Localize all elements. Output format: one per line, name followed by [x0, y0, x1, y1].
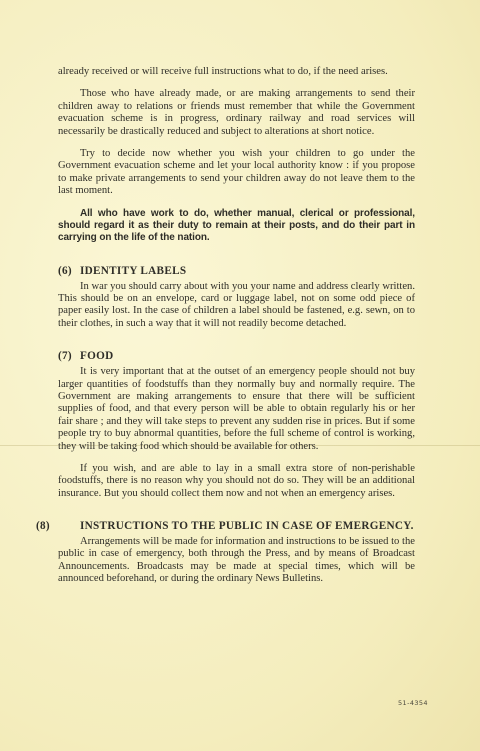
section-paragraph: It is very important that at the outset of an emergency people should not buy larger quantities of foodstuffs than they normally buy and normally require. The Government are making arrangements to ensure that there will be sufficient supplies of food, and that every person will be able to obtain regularly his or her fair share ; and they will take steps to prevent any sudden rise in prices. But if some people try to buy abnormal quantities, before the full scheme of control is working, they will be taking food which should be available for others. [58, 366, 415, 452]
section-number: (8) [36, 520, 50, 533]
section-food [58, 350, 415, 500]
intro-paragraph-3: Try to decide now whether you wish your children to go under the Government evacuation scheme and let your local authority know : if you propose to make private arrangements to send your children away do not leave them to the last moment. [58, 148, 415, 197]
section-heading [58, 265, 415, 278]
section-title: INSTRUCTIONS TO THE PUBLIC IN CASE OF EMERGENCY. [80, 520, 414, 533]
section-title: IDENTITY LABELS [80, 264, 187, 277]
section-paragraph: If you wish, and are able to lay in a small extra store of non-perishable foodstuffs, there is no reason why you should not do so. They will be an additional insurance. But you should collect them now and not when an emergency arises. [58, 462, 415, 499]
section-instructions [36, 520, 415, 585]
section-number: (7) [58, 350, 72, 363]
section-paragraph: Arrangements will be made for information and instructions to be issued to the public in case of emergency, both through the Press, and by means of Broadcast Announcements. Broadcasts may be made at special times, which will be announced beforehand, or during the ordinary News Bulletins. [58, 535, 415, 585]
section-heading [58, 350, 415, 363]
section-number: (6) [58, 264, 72, 277]
document-page [36, 66, 415, 596]
intro-paragraph-2: Those who have already made, or are making arrangements to send their children away to relations or friends must remember that while the Government evacuation scheme is in progress, ordinary railway and road services will necessarily be drastically reduced and subject to alterations at short notice. [58, 88, 415, 137]
section-heading [36, 520, 415, 533]
intro-paragraph-1: already received or will receive full instructions what to do, if the need arises. [58, 66, 388, 77]
section-paragraph: In war you should carry about with you your name and address clearly written. This should be on an envelope, card or luggage label, not on some odd piece of paper easily lost. In the case of children a label should be fastened, e.g. sewn, on to their clothes, in such a way that it will not readily become detached. [58, 280, 415, 329]
print-code: 51-4354 [398, 699, 428, 707]
intro-paragraph-bold: All who have work to do, whether manual, clerical or professional, should regard it as their duty to remain at their posts, and do their part in carrying on the life of the nation. [58, 207, 415, 244]
section-title: FOOD [80, 350, 114, 363]
section-identity-labels [58, 265, 415, 330]
